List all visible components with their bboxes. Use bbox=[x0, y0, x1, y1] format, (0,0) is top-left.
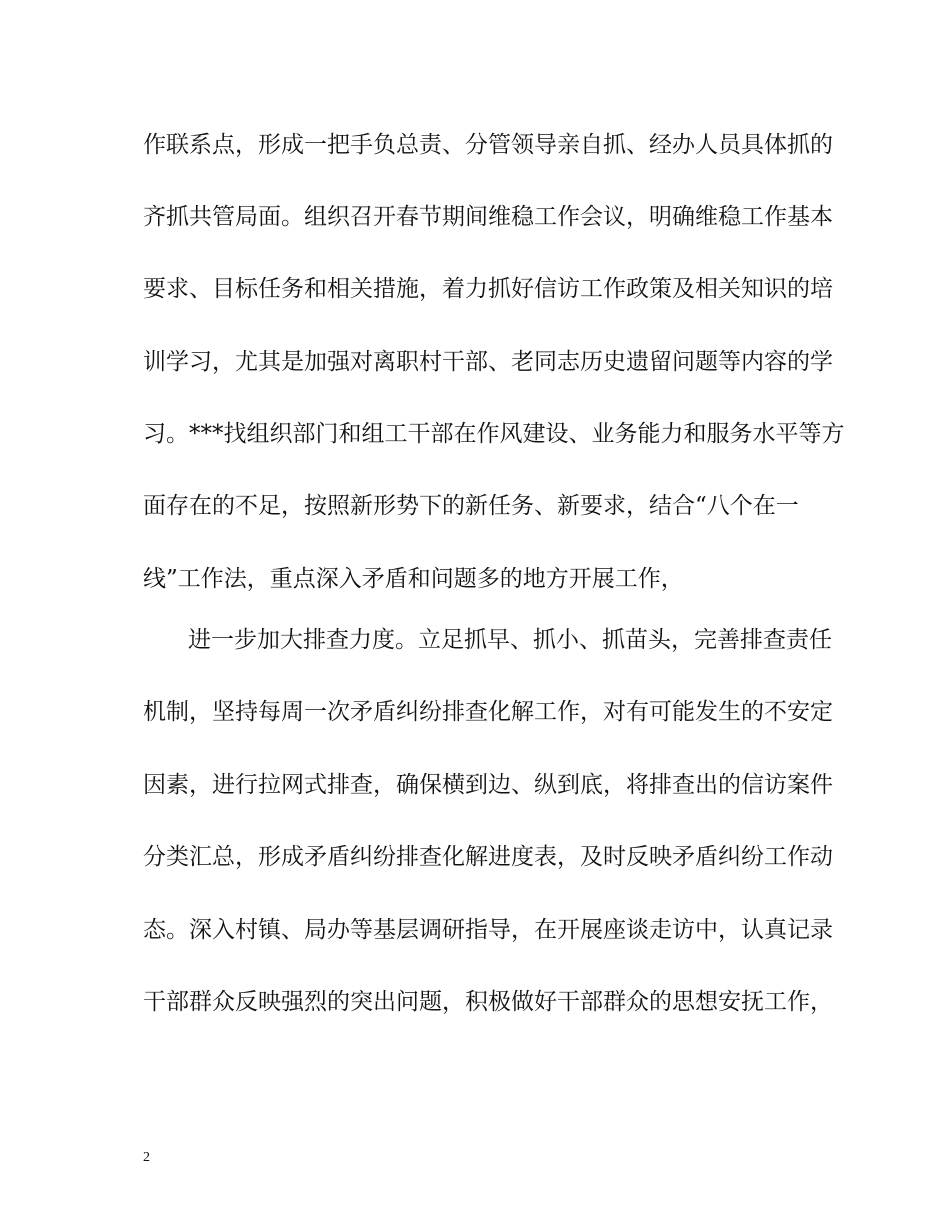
text-line: 习。***找组织部门和组工干部在作风建设、业务能力和服务水平等方 bbox=[143, 421, 845, 447]
text-line: 线”工作法，重点深入矛盾和问题多的地方开展工作， bbox=[143, 566, 684, 592]
text-line: 齐抓共管局面。组织召开春节期间维稳工作会议，明确维稳工作基本 bbox=[143, 204, 833, 230]
text-line: 机制，坚持每周一次矛盾纠纷排查化解工作，对有可能发生的不安定 bbox=[143, 699, 833, 725]
text-line: 要求、目标任务和相关措施，着力抓好信访工作政策及相关知识的培 bbox=[143, 276, 833, 302]
text-line: 作联系点，形成一把手负总责、分管领导亲自抓、经办人员具体抓的 bbox=[143, 132, 833, 158]
text-line: 干部群众反映强烈的突出问题，积极做好干部群众的思想安抚工作， bbox=[143, 989, 833, 1015]
text-line: 态。深入村镇、局办等基层调研指导，在开展座谈走访中，认真记录 bbox=[143, 917, 833, 943]
page-number: 2 bbox=[143, 1150, 150, 1165]
paragraph-first-line: 进一步加大排查力度。立足抓早、抓小、抓苗头，完善排查责任 bbox=[188, 627, 832, 653]
text-line: 分类汇总，形成矛盾纠纷排查化解进度表，及时反映矛盾纠纷工作动 bbox=[143, 844, 833, 870]
text-line: 因素，进行拉网式排查，确保横到边、纵到底，将排查出的信访案件 bbox=[143, 772, 833, 798]
text-line: 训学习，尤其是加强对离职村干部、老同志历史遗留问题等内容的学 bbox=[143, 349, 833, 375]
text-line: 面存在的不足，按照新形势下的新任务、新要求，结合“八个在一 bbox=[143, 493, 799, 519]
